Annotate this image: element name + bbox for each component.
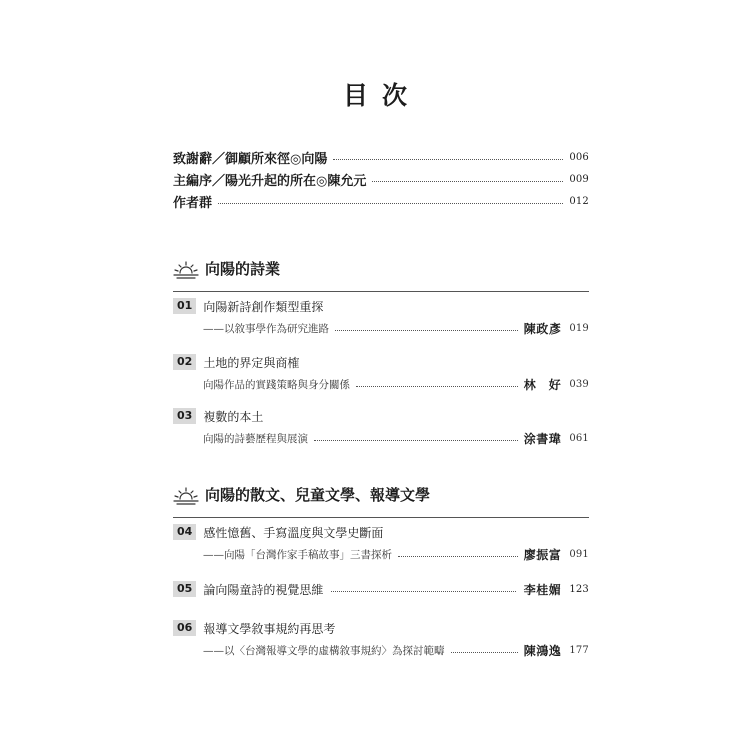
front-item-authors[interactable] — [173, 190, 589, 212]
chapter-title: 向陽新詩創作類型重探 — [203, 299, 324, 314]
toc-entry-01[interactable] — [173, 296, 589, 337]
toc-entry-03[interactable] — [173, 406, 589, 447]
chapter-number: 03 — [173, 408, 196, 424]
front-item-title: 致謝辭／御顧所來徑◎向陽 — [173, 151, 328, 167]
chapter-author: 李桂媚 — [523, 582, 562, 597]
chapter-number: 05 — [173, 581, 196, 597]
part-title: 向陽的散文、兒童文學、報導文學 — [205, 486, 431, 504]
chapter-subtitle: ——以〈台灣報導文學的虛構敘事規約〉為探討範疇 — [203, 644, 445, 657]
dot-leader — [398, 556, 518, 557]
toc-entry-05[interactable] — [173, 579, 589, 599]
front-item-acknowledgements[interactable] — [173, 146, 589, 168]
dot-leader — [314, 440, 518, 441]
dot-leader — [356, 386, 518, 387]
chapter-number: 01 — [173, 298, 196, 314]
dot-leader — [372, 181, 563, 182]
page-number: 039 — [569, 378, 589, 390]
page-number: 019 — [569, 322, 589, 334]
dot-leader — [335, 330, 518, 331]
chapter-author: 廖振富 — [523, 547, 562, 562]
chapter-author: 陳鴻逸 — [523, 643, 562, 658]
toc-entry-02[interactable] — [173, 352, 589, 393]
dot-leader — [333, 159, 563, 160]
page-number: 177 — [569, 644, 589, 656]
chapter-subtitle: ——向陽「台灣作家手稿故事」三書探析 — [203, 548, 392, 561]
front-item-title: 作者群 — [173, 195, 213, 211]
front-matter — [173, 146, 589, 212]
front-item-editor-preface[interactable] — [173, 168, 589, 190]
page-number: 009 — [569, 173, 589, 185]
page-title: 目次 — [342, 81, 421, 110]
front-item-title: 主編序／陽光升起的所在◎陳允元 — [173, 173, 367, 189]
chapter-title: 土地的界定與商榷 — [203, 355, 300, 370]
chapter-title: 報導文學敘事規約再思考 — [203, 621, 336, 636]
chapter-title: 感性憶舊、手寫溫度與文學史斷面 — [203, 525, 384, 540]
page-number: 012 — [569, 195, 589, 207]
part-heading-prose — [173, 484, 430, 505]
chapter-subtitle: 向陽作品的實踐策略與身分關係 — [203, 378, 350, 391]
chapter-subtitle: ——以敘事學作為研究進路 — [203, 322, 329, 335]
toc-entry-06[interactable] — [173, 618, 589, 659]
sunrise-icon — [173, 485, 199, 505]
page-number: 061 — [569, 432, 589, 444]
dot-leader — [331, 591, 515, 592]
chapter-number: 06 — [173, 620, 196, 636]
chapter-author: 林 好 — [523, 377, 562, 392]
chapter-title: 複數的本土 — [203, 409, 264, 424]
page-number: 006 — [569, 151, 589, 163]
dot-leader — [218, 203, 563, 204]
page-number: 123 — [569, 583, 589, 595]
chapter-number: 02 — [173, 354, 196, 370]
part-title: 向陽的詩業 — [205, 260, 281, 278]
dot-leader — [451, 652, 518, 653]
chapter-author: 涂書瑋 — [523, 431, 562, 446]
chapter-title: 論向陽童詩的視覺思維 — [203, 582, 324, 597]
part-divider — [173, 517, 589, 518]
chapter-author: 陳政彥 — [523, 321, 562, 336]
sunrise-icon — [173, 259, 199, 279]
chapter-number: 04 — [173, 524, 196, 540]
part-divider — [173, 291, 589, 292]
part-heading-poetry — [173, 258, 280, 279]
page-number: 091 — [569, 548, 589, 560]
chapter-subtitle: 向陽的詩藝歷程與展演 — [203, 432, 308, 445]
toc-entry-04[interactable] — [173, 522, 589, 563]
